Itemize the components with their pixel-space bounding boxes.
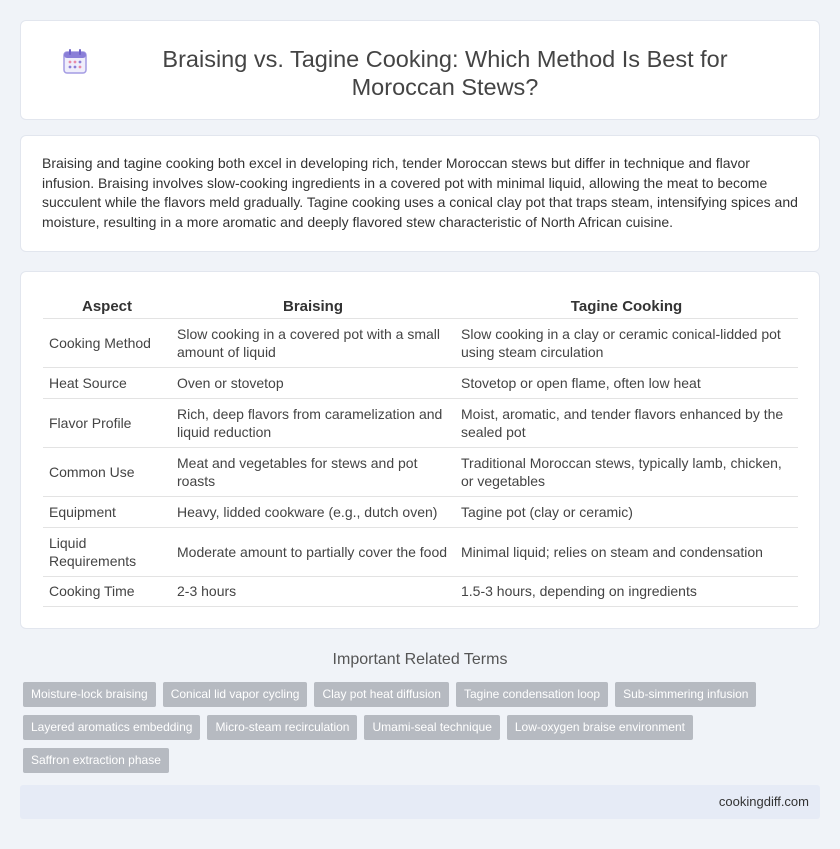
table-row	[43, 527, 798, 576]
aspect-cell: Cooking Method	[43, 318, 171, 367]
comparison-table	[43, 296, 798, 607]
tagine-cell: 1.5-3 hours, depending on ingredients	[455, 576, 798, 606]
calendar-icon	[61, 47, 89, 75]
braising-cell: Heavy, lidded cookware (e.g., dutch oven)	[171, 496, 455, 527]
braising-cell: 2-3 hours	[171, 576, 455, 606]
braising-cell: Rich, deep flavors from caramelization and liquid reduction	[171, 398, 455, 447]
footer-site-link[interactable]: cookingdiff.com	[718, 794, 809, 809]
tagine-cell: Minimal liquid; relies on steam and condensation	[455, 527, 798, 576]
table-row	[43, 398, 798, 447]
term-tag[interactable]: Clay pot heat diffusion	[314, 682, 449, 707]
braising-cell: Moderate amount to partially cover the food	[171, 527, 455, 576]
term-tag[interactable]: Micro-steam recirculation	[207, 715, 357, 740]
comparison-card	[20, 271, 820, 629]
related-terms-list	[23, 682, 823, 773]
intro-card	[20, 135, 820, 252]
table-row	[43, 447, 798, 496]
aspect-cell: Heat Source	[43, 367, 171, 398]
term-tag[interactable]: Layered aromatics embedding	[23, 715, 200, 740]
aspect-cell: Cooking Time	[43, 576, 171, 606]
header-aspect: Aspect	[43, 296, 171, 318]
tagine-cell: Stovetop or open flame, often low heat	[455, 367, 798, 398]
braising-cell: Slow cooking in a covered pot with a small amount of liquid	[171, 318, 455, 367]
braising-cell: Oven or stovetop	[171, 367, 455, 398]
term-tag[interactable]: Saffron extraction phase	[23, 748, 169, 773]
aspect-cell: Common Use	[43, 447, 171, 496]
term-tag[interactable]: Moisture-lock braising	[23, 682, 156, 707]
term-tag[interactable]: Tagine condensation loop	[456, 682, 608, 707]
term-tag[interactable]: Sub-simmering infusion	[615, 682, 756, 707]
braising-cell: Meat and vegetables for stews and pot roasts	[171, 447, 455, 496]
tagine-cell: Slow cooking in a clay or ceramic conical-lidded pot using steam circulation	[455, 318, 798, 367]
table-row	[43, 318, 798, 367]
header-tagine: Tagine Cooking	[455, 296, 798, 318]
aspect-cell: Equipment	[43, 496, 171, 527]
intro-text: Braising and tagine cooking both excel in developing rich, tender Moroccan stews but differ in technique and flavor infusion. Braising involves slow-cooking ingredients in a covered pot with minimal liquid, allowing the meat to become succulent while the flavors meld gradually. Tagine cooking uses a conical clay pot that traps steam, intensifying spices and moisture, resulting in a more aromatic and deeply flavored stew characteristic of North African cuisine.	[42, 155, 798, 230]
page-title: Braising vs. Tagine Cooking: Which Method Is Best for Moroccan Stews?	[162, 46, 728, 100]
footer	[20, 785, 820, 819]
header-braising: Braising	[171, 296, 455, 318]
table-header-row	[43, 296, 798, 318]
tagine-cell: Traditional Moroccan stews, typically lamb, chicken, or vegetables	[455, 447, 798, 496]
tagine-cell: Moist, aromatic, and tender flavors enhanced by the sealed pot	[455, 398, 798, 447]
term-tag[interactable]: Umami-seal technique	[364, 715, 499, 740]
tagine-cell: Tagine pot (clay or ceramic)	[455, 496, 798, 527]
table-row	[43, 576, 798, 606]
term-tag[interactable]: Conical lid vapor cycling	[163, 682, 308, 707]
aspect-cell: Liquid Requirements	[43, 527, 171, 576]
term-tag[interactable]: Low-oxygen braise environment	[507, 715, 693, 740]
table-row	[43, 496, 798, 527]
header-card	[20, 20, 820, 120]
aspect-cell: Flavor Profile	[43, 398, 171, 447]
related-terms-title: Important Related Terms	[332, 651, 508, 668]
table-row	[43, 367, 798, 398]
